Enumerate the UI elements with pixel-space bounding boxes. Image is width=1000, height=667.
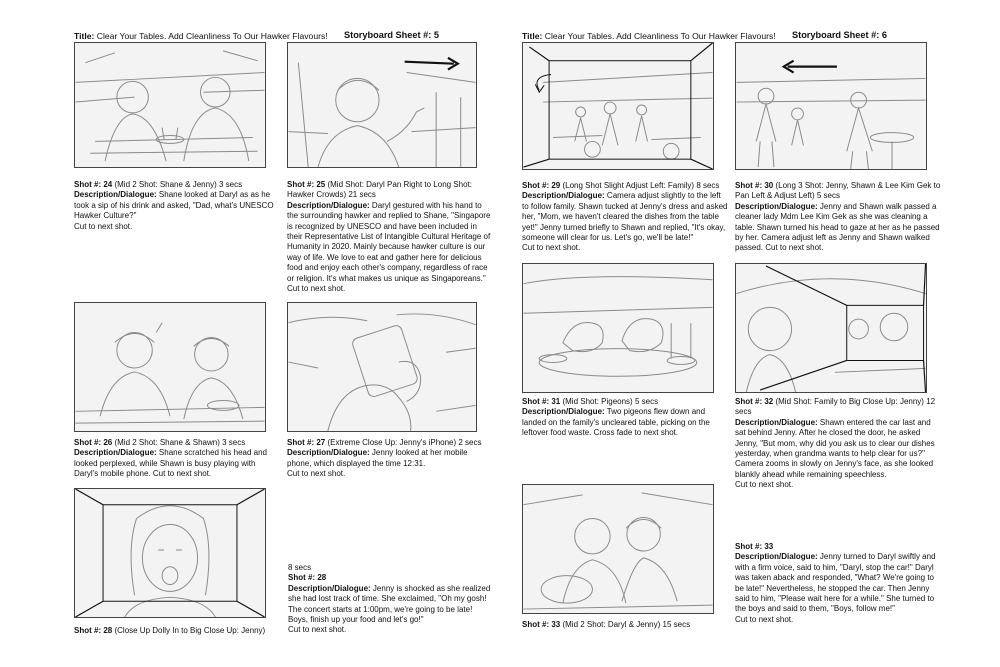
caption-shot-32: Shot #: 32 (Mid Shot: Family to Big Close Up: Jenny) 12 secs Description/Dialogue: Shawn entered the car last and sat behind Jenny. After he closed the door, he asked Jenny, "But mom, why did you ask us to clear our dishes yesterday, when grandma wants to help clear for us?" Camera zooms in slowly on Jenny's face, as she looked blankly ahead while remaining speechless. Cut to next shot.	[735, 397, 936, 490]
storyboard-frame-shot-29	[522, 42, 714, 170]
caption-shot-31: Shot #: 31 (Mid Shot: Pigeons) 5 secs Description/Dialogue: Two pigeons flew down and landed on the family's uncleared table, picking on the leftover food waste. Cross fade to next shot.	[522, 397, 710, 438]
sketch-shot-33	[523, 485, 713, 613]
sketch-shot-30	[736, 43, 926, 169]
storyboard-frame-shot-33	[522, 484, 714, 614]
storyboard-frame-shot-27	[287, 302, 477, 432]
sheet6-number: Storyboard Sheet #: 6	[792, 30, 887, 40]
storyboard-frame-shot-30	[735, 42, 927, 170]
caption-shot-33-detail: Shot #: 33 Description/Dialogue: Jenny turned to Daryl swiftly and with a firm voice, said to him, "Daryl, stop the car!" Daryl was taken aback and responded, "What? We're going to be late!" Nevertheless, he stopped the car. Then Jenny said to him, "Please wait here for a while." She turned to the boys and said to them, "Boys, follow me!" Cut to next shot.	[735, 542, 936, 624]
caption-shot-27: Shot #: 27 (Extreme Close Up: Jenny's iPhone) 2 secs Description/Dialogue: Jenny looked at her mobile phone, which displayed the time 12:31. Cut to next shot.	[287, 438, 482, 479]
caption-shot-29: Shot #: 29 (Long Shot Slight Adjust Left: Family) 8 secs Description/Dialogue: Camera adjust slightly to the left to follow family. Shawn tucked at Jenny's dress and asked her, "Mom, we haven't cleared the dishes from the table yet!" Jenny turned briefly to Shawn and replied, "It's okay, someone will clear for us. Let's go, we'll be late!" Cut to next shot.	[522, 181, 728, 253]
caption-shot-33-header: Shot #: 33 (Mid 2 Shot: Daryl & Jenny) 15 secs	[522, 620, 691, 629]
sheet5-number: Storyboard Sheet #: 5	[344, 30, 439, 40]
caption-shot-30: Shot #: 30 (Long 3 Shot: Jenny, Shawn & Lee Kim Gek to Pan Left & Adjust Left) 5 secs Description/Dialogue: Jenny and Shawn walk passed a cleaner lady Mdm Lee Kim Gek as she was cleaning a table. Shawn turned his head to gaze at her as he passed by her. Camera adjust left as Jenny and Shawn walked passed. Cut to next shot.	[735, 181, 941, 253]
sketch-shot-26	[75, 303, 265, 431]
caption-shot-28-header: Shot #: 28 (Close Up Dolly In to Big Close Up: Jenny)	[74, 626, 266, 635]
storyboard-frame-shot-24	[74, 42, 266, 168]
storyboard-frame-shot-26	[74, 302, 266, 432]
sketch-shot-32	[736, 264, 926, 392]
storyboard-frame-shot-25	[287, 42, 477, 168]
sheet5-title: Title: Clear Your Tables. Add Cleanliness To Our Hawker Flavours!	[74, 31, 328, 41]
sheet6-title: Title: Clear Your Tables. Add Cleanliness To Our Hawker Flavours!	[522, 31, 776, 41]
sketch-shot-28	[75, 489, 265, 617]
storyboard-frame-shot-32	[735, 263, 927, 393]
storyboard-frame-shot-28	[74, 488, 266, 618]
sketch-shot-27	[288, 303, 476, 431]
caption-shot-24: Shot #: 24 (Mid 2 Shot: Shane & Jenny) 3 secs Description/Dialogue: Shane looked at Daryl as as he took a sip of his drink and asked, "Dad, what's UNESCO Hawker Culture?" Cut to next shot.	[74, 180, 274, 231]
caption-shot-25: Shot #: 25 (Mid Shot: Daryl Pan Right to Long Shot: Hawker Crowds) 21 secs Description/Dialogue: Daryl gestured with his hand to the surrounding hawker and replied to Shane, "Singapore is recognized by UNESCO and have been included in their Representative List of Intangible Cultural Heritage of Humanity in 2020. Mainly because hawker culture is our way of life. We love to eat and gather here for delicious food and enjoy each other's company, regardless of race or religion. It's what makes us unique as Singaporeans." Cut to next shot.	[287, 180, 491, 294]
sketch-shot-24	[75, 43, 265, 167]
sketch-shot-29	[523, 43, 713, 169]
caption-shot-28-detail: 8 secs Shot #: 28 Description/Dialogue: Jenny is shocked as she realized she had lost track of time. She exclaimed, "Oh my gosh! The concert starts at 1:00pm, we're going to be late! Boys, finish up your food and let's go!" Cut to next shot.	[288, 563, 491, 635]
sketch-shot-25	[288, 43, 476, 167]
storyboard-frame-shot-31	[522, 263, 714, 393]
sketch-shot-31	[523, 264, 713, 392]
caption-shot-26: Shot #: 26 (Mid 2 Shot: Shane & Shawn) 3 secs Description/Dialogue: Shane scratched his head and looked perplexed, while Shawn is busy playing with Daryl's mobile phone. Cut to next shot.	[74, 438, 267, 479]
